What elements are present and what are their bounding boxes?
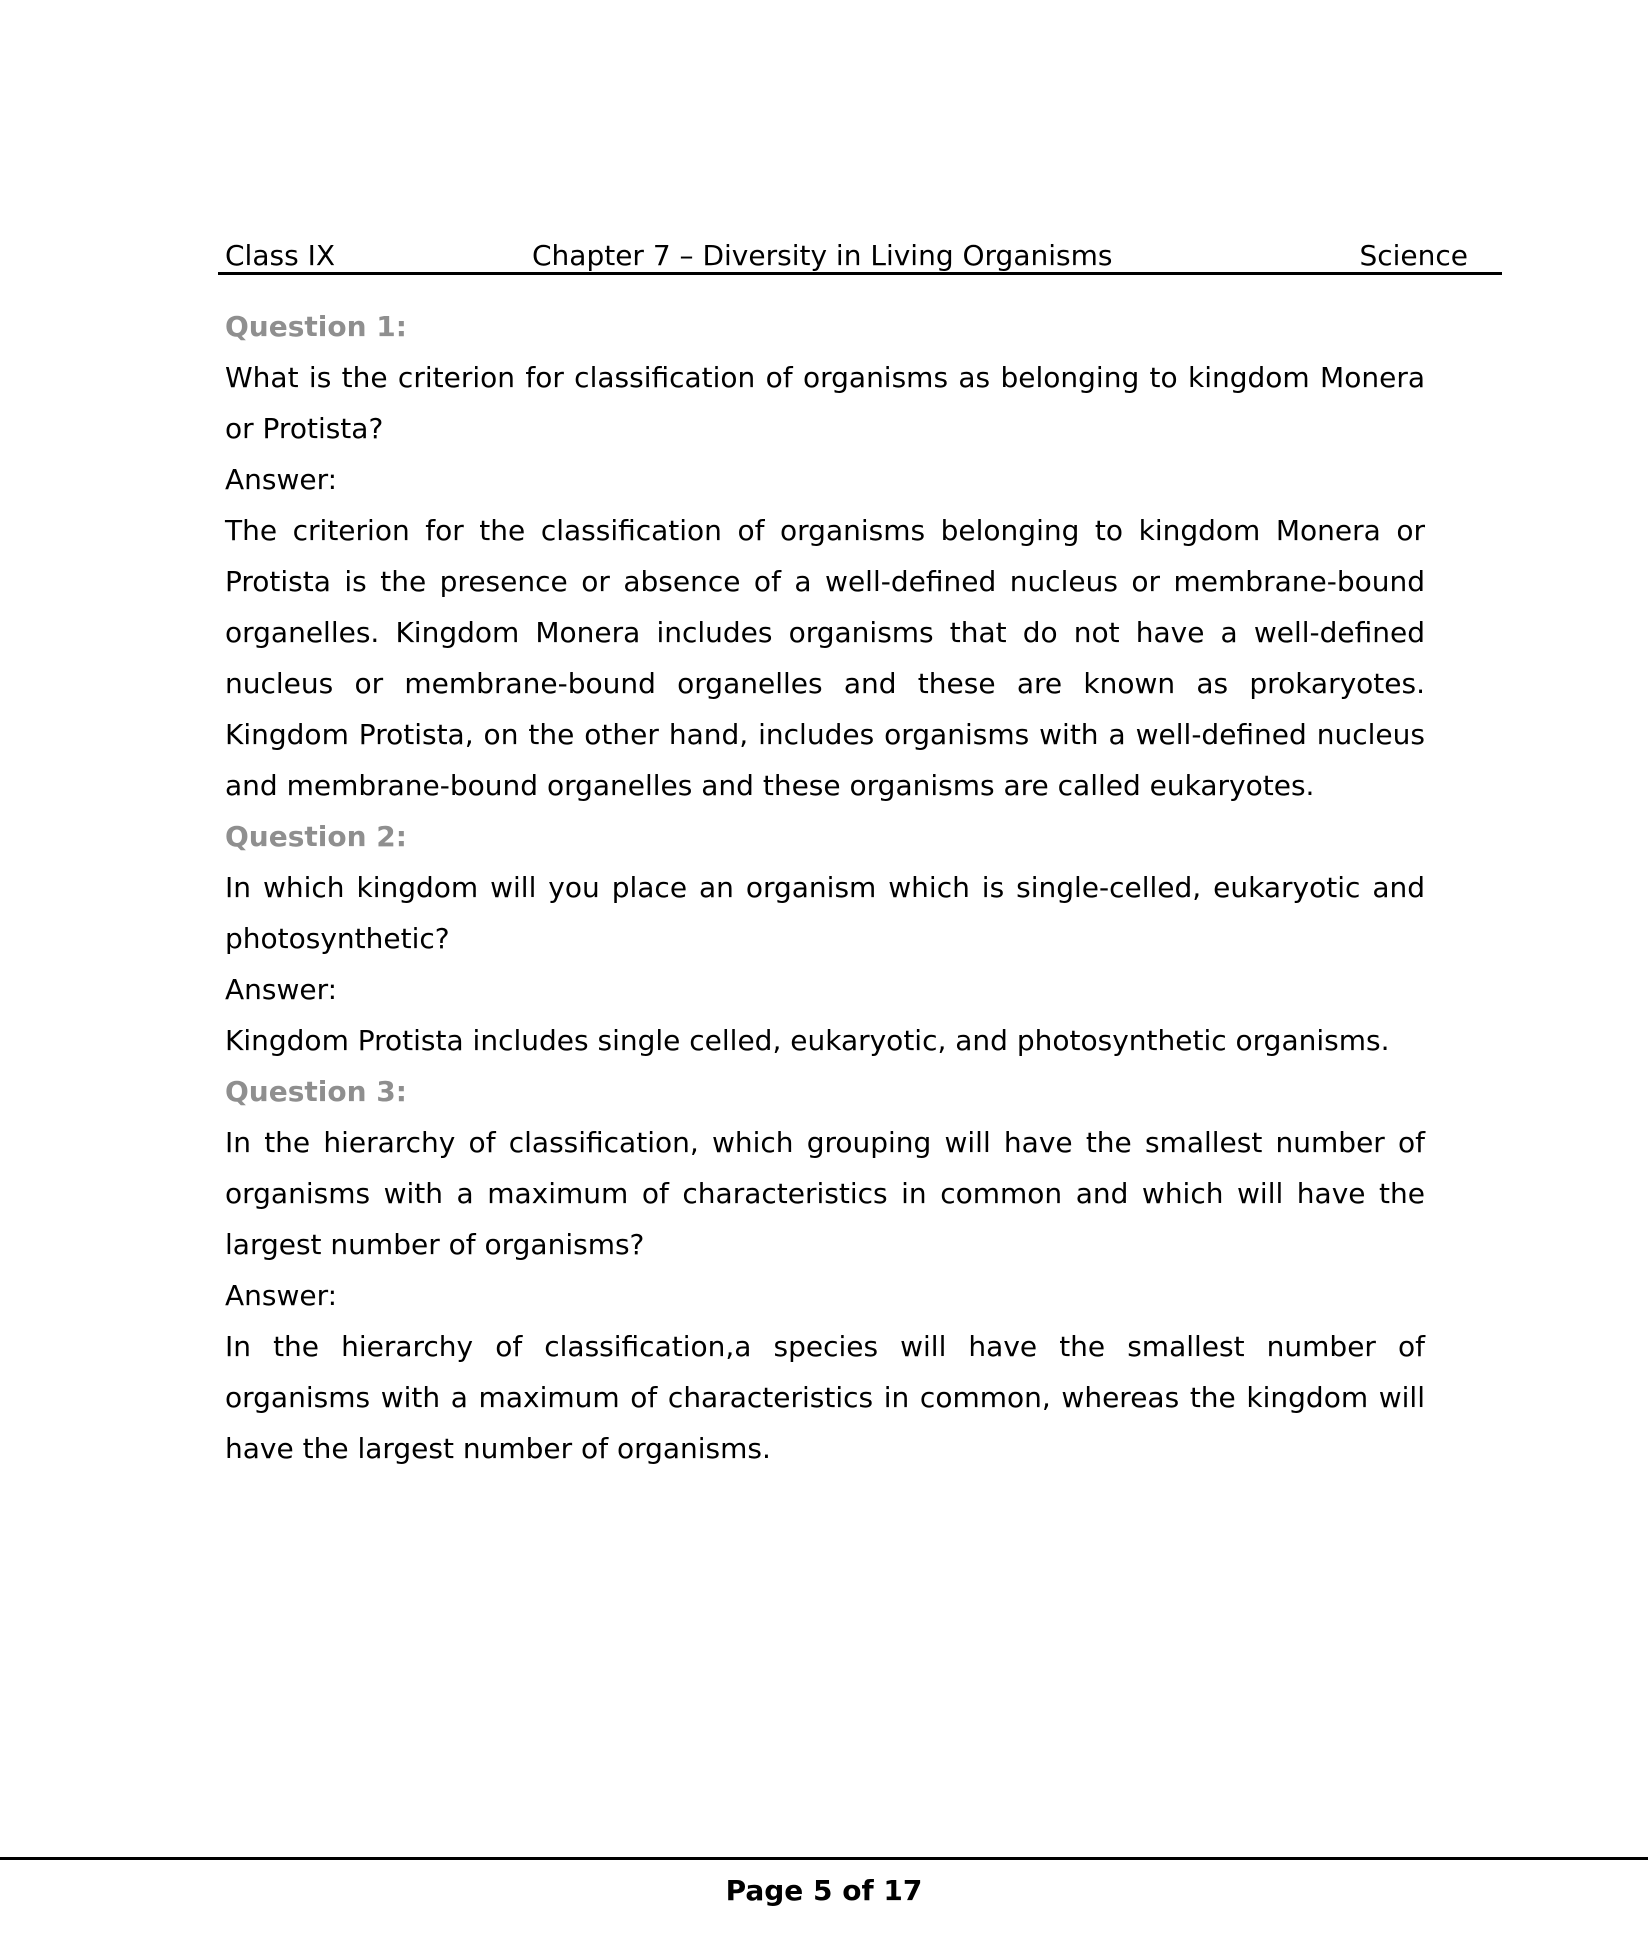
qa-section bbox=[225, 811, 1425, 1066]
header-class-label: Class IX bbox=[225, 239, 336, 272]
answer-text: In the hierarchy of classification,a species will have the smallest number of organisms with a maximum of characteristics in common, whereas the kingdom will have the largest number of organisms. bbox=[225, 1330, 1425, 1465]
question-text: In which kingdom will you place an organism which is single-celled, eukaryotic and photosynthetic? bbox=[225, 871, 1425, 955]
question-text: In the hierarchy of classification, which grouping will have the smallest number of organisms with a maximum of characteristics in common and which will have the largest number of organisms? bbox=[225, 1126, 1425, 1261]
questions-and-answers bbox=[225, 301, 1425, 1474]
page-header bbox=[218, 239, 1502, 275]
question-heading: Question 2: bbox=[225, 820, 407, 853]
answer-label: Answer: bbox=[225, 973, 338, 1006]
footer-divider bbox=[0, 1857, 1648, 1860]
answer-label: Answer: bbox=[225, 1279, 338, 1312]
question-heading: Question 1: bbox=[225, 310, 407, 343]
question-heading: Question 3: bbox=[225, 1075, 407, 1108]
answer-text: The criterion for the classification of organisms belonging to kingdom Monera or Protista is the presence or absence of a well-defined nucleus or membrane-bound organelles. Kingdom Monera includes organisms that do not have a well-defined nucleus or membrane-bound organelles and these are known as prokaryotes. Kingdom Protista, on the other hand, includes organisms with a well-defined nucleus and membrane-bound organelles and these organisms are called eukaryotes. bbox=[225, 514, 1425, 802]
answer-label: Answer: bbox=[225, 463, 338, 496]
header-chapter-title: Chapter 7 – Diversity in Living Organisms bbox=[532, 239, 1113, 272]
question-text: What is the criterion for classification of organisms as belonging to kingdom Monera or Protista? bbox=[225, 361, 1425, 445]
header-subject-label: Science bbox=[1359, 239, 1468, 272]
qa-section bbox=[225, 301, 1425, 811]
qa-section bbox=[225, 1066, 1425, 1474]
answer-text: Kingdom Protista includes single celled, eukaryotic, and photosynthetic organisms. bbox=[225, 1024, 1390, 1057]
page-number: Page 5 of 17 bbox=[725, 1874, 923, 1907]
